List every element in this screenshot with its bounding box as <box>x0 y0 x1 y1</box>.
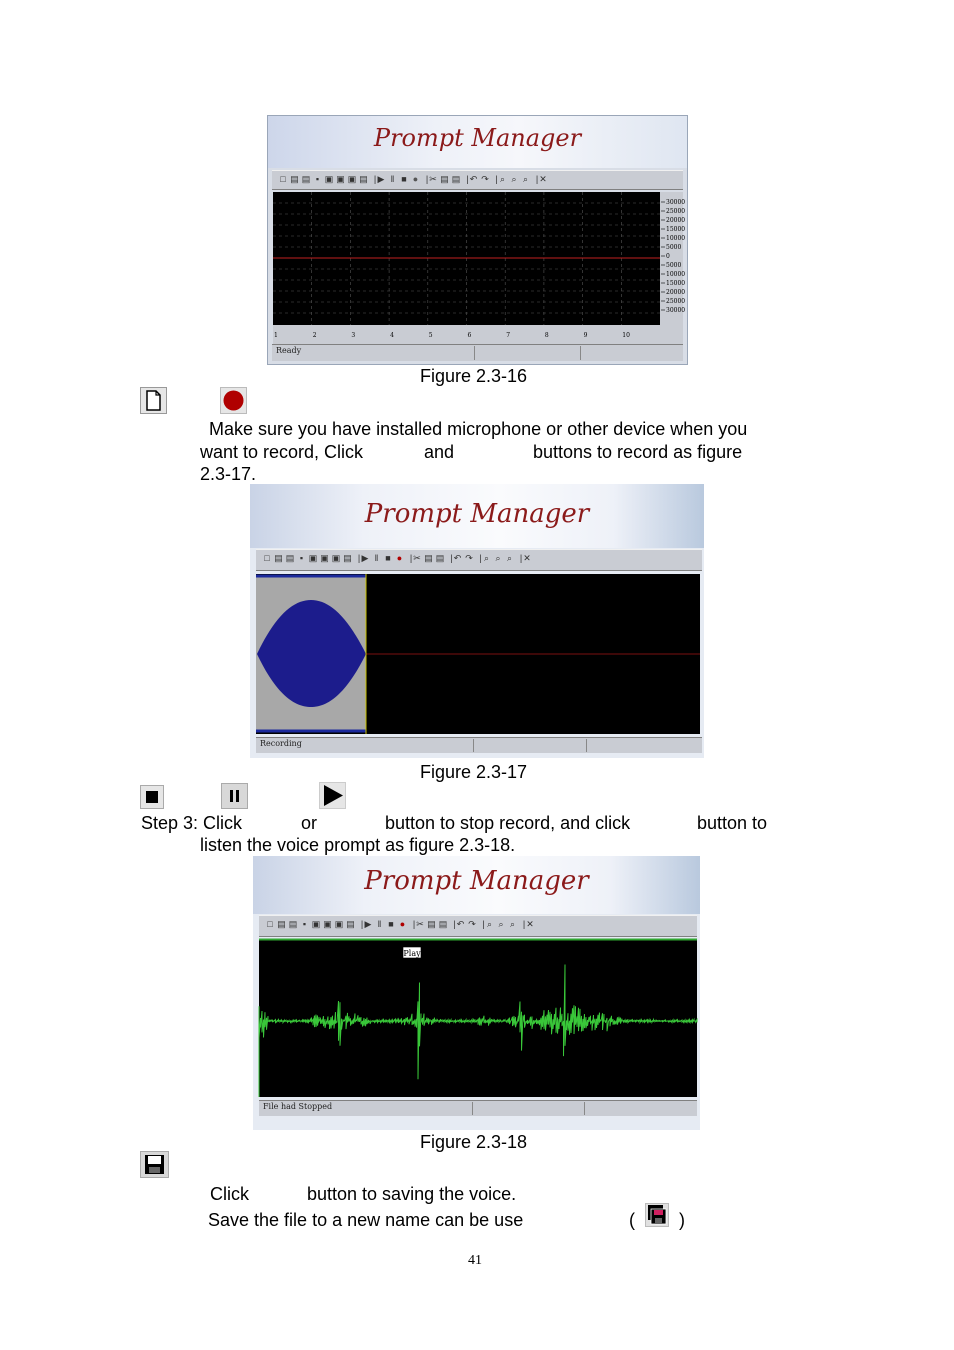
new-file-icon <box>140 387 167 414</box>
toolbar-button-icon[interactable]: ▤ <box>359 174 368 184</box>
window-header <box>250 484 704 548</box>
step2-line2-a: want to record, Click <box>200 442 364 462</box>
toolbar-button-icon[interactable]: | <box>409 553 413 563</box>
toolbar-button-icon[interactable]: ↶ <box>453 553 462 563</box>
step4-line1-a: Click <box>210 1184 249 1204</box>
toolbar-button-icon[interactable]: ⌕ <box>495 553 501 563</box>
figure-17-window <box>250 484 704 758</box>
waveform-plot <box>273 192 686 347</box>
toolbar-button-icon[interactable]: ▪ <box>299 553 304 563</box>
toolbar-button-icon[interactable]: ▤ <box>427 919 436 929</box>
y-tick-label: 10000 <box>666 271 686 278</box>
toolbar-button-icon[interactable]: ✕ <box>523 553 531 563</box>
toolbar-button-icon[interactable]: ⌕ <box>483 553 490 563</box>
figure-16-window <box>267 115 688 365</box>
toolbar-button-icon[interactable]: ▣ <box>324 174 334 184</box>
figure-caption: Figure 2.3-18 <box>420 1132 528 1152</box>
toolbar-button-icon[interactable]: | <box>450 553 453 563</box>
toolbar-button-icon[interactable]: | <box>373 174 377 184</box>
toolbar-button-icon[interactable]: ↷ <box>468 919 476 929</box>
toolbar <box>256 549 702 571</box>
step3-d: button to <box>697 813 768 833</box>
toolbar-button-icon[interactable]: | <box>522 919 526 929</box>
toolbar-button-icon[interactable]: ▶ <box>361 553 369 563</box>
app-title: Prompt Manager <box>373 124 582 152</box>
toolbar-button-icon[interactable]: ‖ <box>374 553 379 563</box>
status-bar <box>259 1100 697 1116</box>
toolbar-button-icon[interactable]: ▣ <box>331 553 341 563</box>
save-icon <box>140 1151 169 1178</box>
toolbar-button-icon[interactable]: ▤ <box>301 174 311 184</box>
toolbar-button-icon[interactable]: | <box>495 174 498 184</box>
toolbar-button-icon[interactable]: ⌕ <box>486 919 493 929</box>
status-text: Recording <box>260 739 302 748</box>
figure-18-window <box>253 856 700 1130</box>
toolbar-button-icon[interactable]: ‖ <box>377 919 382 929</box>
window-header <box>253 856 700 914</box>
waveform-plot <box>256 574 700 734</box>
figure-caption: Figure 2.3-17 <box>420 762 528 782</box>
toolbar-button-icon[interactable]: ● <box>399 919 406 929</box>
toolbar-button-icon[interactable]: ▣ <box>311 919 321 929</box>
toolbar-button-icon[interactable]: ▣ <box>336 174 345 184</box>
x-tick-label: 8 <box>544 332 549 339</box>
toolbar-button-icon[interactable]: ↷ <box>465 553 473 563</box>
step3-b: or <box>301 813 318 833</box>
toolbar-button-icon[interactable]: ▣ <box>320 553 329 563</box>
y-tick-label: 10000 <box>666 235 686 242</box>
step2-line3: 2.3-17. <box>200 464 257 484</box>
window-header <box>268 116 687 168</box>
toolbar-button-icon[interactable]: ⌕ <box>498 919 504 929</box>
toolbar-button-icon[interactable]: | <box>482 919 485 929</box>
toolbar-button-icon[interactable]: | <box>519 553 523 563</box>
step4-line1-b: button to saving the voice. <box>307 1184 517 1204</box>
toolbar-button-icon[interactable]: ↶ <box>456 919 465 929</box>
toolbar-button-icon[interactable]: ✂ <box>413 553 421 563</box>
step3-c: button to stop record, and click <box>385 813 631 833</box>
toolbar-button-icon[interactable]: ⌕ <box>509 919 516 929</box>
x-tick-label: 6 <box>467 332 472 339</box>
step2-line2-c: buttons to record as figure <box>533 442 743 462</box>
step4-line2-a: Save the file to a new name can be use <box>208 1210 524 1230</box>
status-bar <box>272 344 683 361</box>
x-tick-label: 7 <box>506 332 511 339</box>
toolbar-button-icon[interactable]: ▤ <box>343 553 352 563</box>
pause-icon <box>221 783 248 809</box>
status-bar <box>256 737 702 753</box>
toolbar-button-icon[interactable]: | <box>357 553 361 563</box>
save-as-icon <box>645 1203 669 1227</box>
toolbar-button-icon[interactable]: ✕ <box>539 174 547 184</box>
toolbar-button-icon[interactable]: ▤ <box>290 174 299 184</box>
toolbar-button-icon[interactable]: ▪ <box>302 919 307 929</box>
toolbar-button-icon[interactable]: ‖ <box>390 174 395 184</box>
status-text: File had Stopped <box>263 1102 333 1111</box>
y-tick-label: 15000 <box>666 226 686 233</box>
toolbar-button-icon[interactable]: ▤ <box>440 174 449 184</box>
stop-icon <box>140 785 164 809</box>
app-title: Prompt Manager <box>364 499 590 529</box>
x-tick-label: 2 <box>312 332 317 339</box>
toolbar-button-icon[interactable]: | <box>466 174 469 184</box>
tooltip-text: Play <box>403 949 421 958</box>
toolbar-button-icon[interactable]: ▤ <box>424 553 433 563</box>
step2-line2-b: and <box>424 442 455 462</box>
record-icon <box>220 387 247 414</box>
toolbar-button-icon[interactable]: | <box>425 174 429 184</box>
toolbar-button-icon[interactable]: ■ <box>401 174 407 184</box>
toolbar-button-icon[interactable]: ■ <box>388 919 394 929</box>
toolbar-button-icon[interactable]: ▤ <box>277 919 286 929</box>
toolbar <box>272 170 683 190</box>
toolbar <box>259 915 697 937</box>
toolbar-button-icon[interactable]: | <box>360 919 364 929</box>
toolbar-button-icon[interactable]: ▶ <box>377 174 385 184</box>
y-tick-label: 0 <box>666 253 670 260</box>
toolbar-button-icon[interactable]: ⌕ <box>511 174 517 184</box>
toolbar-button-icon[interactable]: ▣ <box>323 919 332 929</box>
x-tick-label: 1 <box>274 332 278 339</box>
y-tick-label: 20000 <box>666 289 686 296</box>
step3-a: Step 3: Click <box>141 813 243 833</box>
toolbar-button-icon[interactable]: ▤ <box>274 553 283 563</box>
toolbar-button-icon[interactable]: ⌕ <box>506 553 513 563</box>
toolbar-button-icon[interactable]: ▤ <box>288 919 298 929</box>
toolbar-button-icon[interactable]: ● <box>412 174 419 184</box>
x-tick-label: 4 <box>390 332 394 339</box>
y-tick-label: 5000 <box>666 262 682 269</box>
toolbar-button-icon[interactable]: ✕ <box>526 919 534 929</box>
toolbar-button-icon[interactable]: | <box>412 919 416 929</box>
y-tick-label: 30000 <box>666 199 686 206</box>
figure-caption: Figure 2.3-16 <box>420 366 528 386</box>
toolbar-button-icon[interactable]: ▪ <box>315 174 320 184</box>
paren-close: ) <box>679 1210 685 1230</box>
y-tick-label: 20000 <box>666 217 686 224</box>
play-icon <box>319 782 346 809</box>
y-tick-label: 25000 <box>666 208 686 215</box>
toolbar-button-icon[interactable]: □ <box>267 919 273 929</box>
toolbar-button-icon[interactable]: ▤ <box>435 553 445 563</box>
toolbar-button-icon[interactable]: ▣ <box>334 919 344 929</box>
toolbar-button-icon[interactable]: ⌕ <box>499 174 506 184</box>
app-title: Prompt Manager <box>364 866 589 896</box>
toolbar-button-icon[interactable]: □ <box>264 553 270 563</box>
toolbar-button-icon[interactable]: | <box>535 174 539 184</box>
toolbar-button-icon[interactable]: ■ <box>385 553 391 563</box>
toolbar-button-icon[interactable]: ✂ <box>429 174 437 184</box>
toolbar-button-icon[interactable]: ● <box>396 553 403 563</box>
toolbar-button-icon[interactable]: | <box>479 553 482 563</box>
y-tick-label: 25000 <box>666 298 686 305</box>
x-tick-label: 3 <box>351 332 356 339</box>
toolbar-button-icon[interactable]: ✂ <box>416 919 424 929</box>
toolbar-button-icon[interactable]: ▤ <box>438 919 448 929</box>
toolbar-button-icon[interactable]: ▣ <box>308 553 318 563</box>
toolbar-button-icon[interactable]: ▤ <box>451 174 461 184</box>
x-tick-label: 5 <box>428 332 433 339</box>
step2-line1: Make sure you have installed microphone or other device when you <box>209 419 748 439</box>
page-number: 41 <box>468 1253 482 1268</box>
x-tick-label: 9 <box>583 332 588 339</box>
toolbar-button-icon[interactable]: ▤ <box>285 553 295 563</box>
paren-open: ( <box>629 1210 635 1230</box>
status-text: Ready <box>276 346 302 355</box>
waveform-plot <box>259 939 697 1097</box>
toolbar-button-icon[interactable]: | <box>453 919 456 929</box>
step3-line2: listen the voice prompt as figure 2.3-18. <box>200 835 516 855</box>
x-tick-label: 10 <box>622 332 630 339</box>
toolbar-button-icon[interactable]: □ <box>280 174 286 184</box>
toolbar-button-icon[interactable]: ↷ <box>481 174 489 184</box>
toolbar-button-icon[interactable]: ▤ <box>346 919 355 929</box>
y-tick-label: 5000 <box>666 244 682 251</box>
toolbar-button-icon[interactable]: ▶ <box>364 919 372 929</box>
y-tick-label: 15000 <box>666 280 686 287</box>
toolbar-button-icon[interactable]: ▣ <box>347 174 357 184</box>
toolbar-button-icon[interactable]: ⌕ <box>522 174 529 184</box>
toolbar-button-icon[interactable]: ↶ <box>469 174 478 184</box>
y-tick-label: 30000 <box>666 307 686 314</box>
